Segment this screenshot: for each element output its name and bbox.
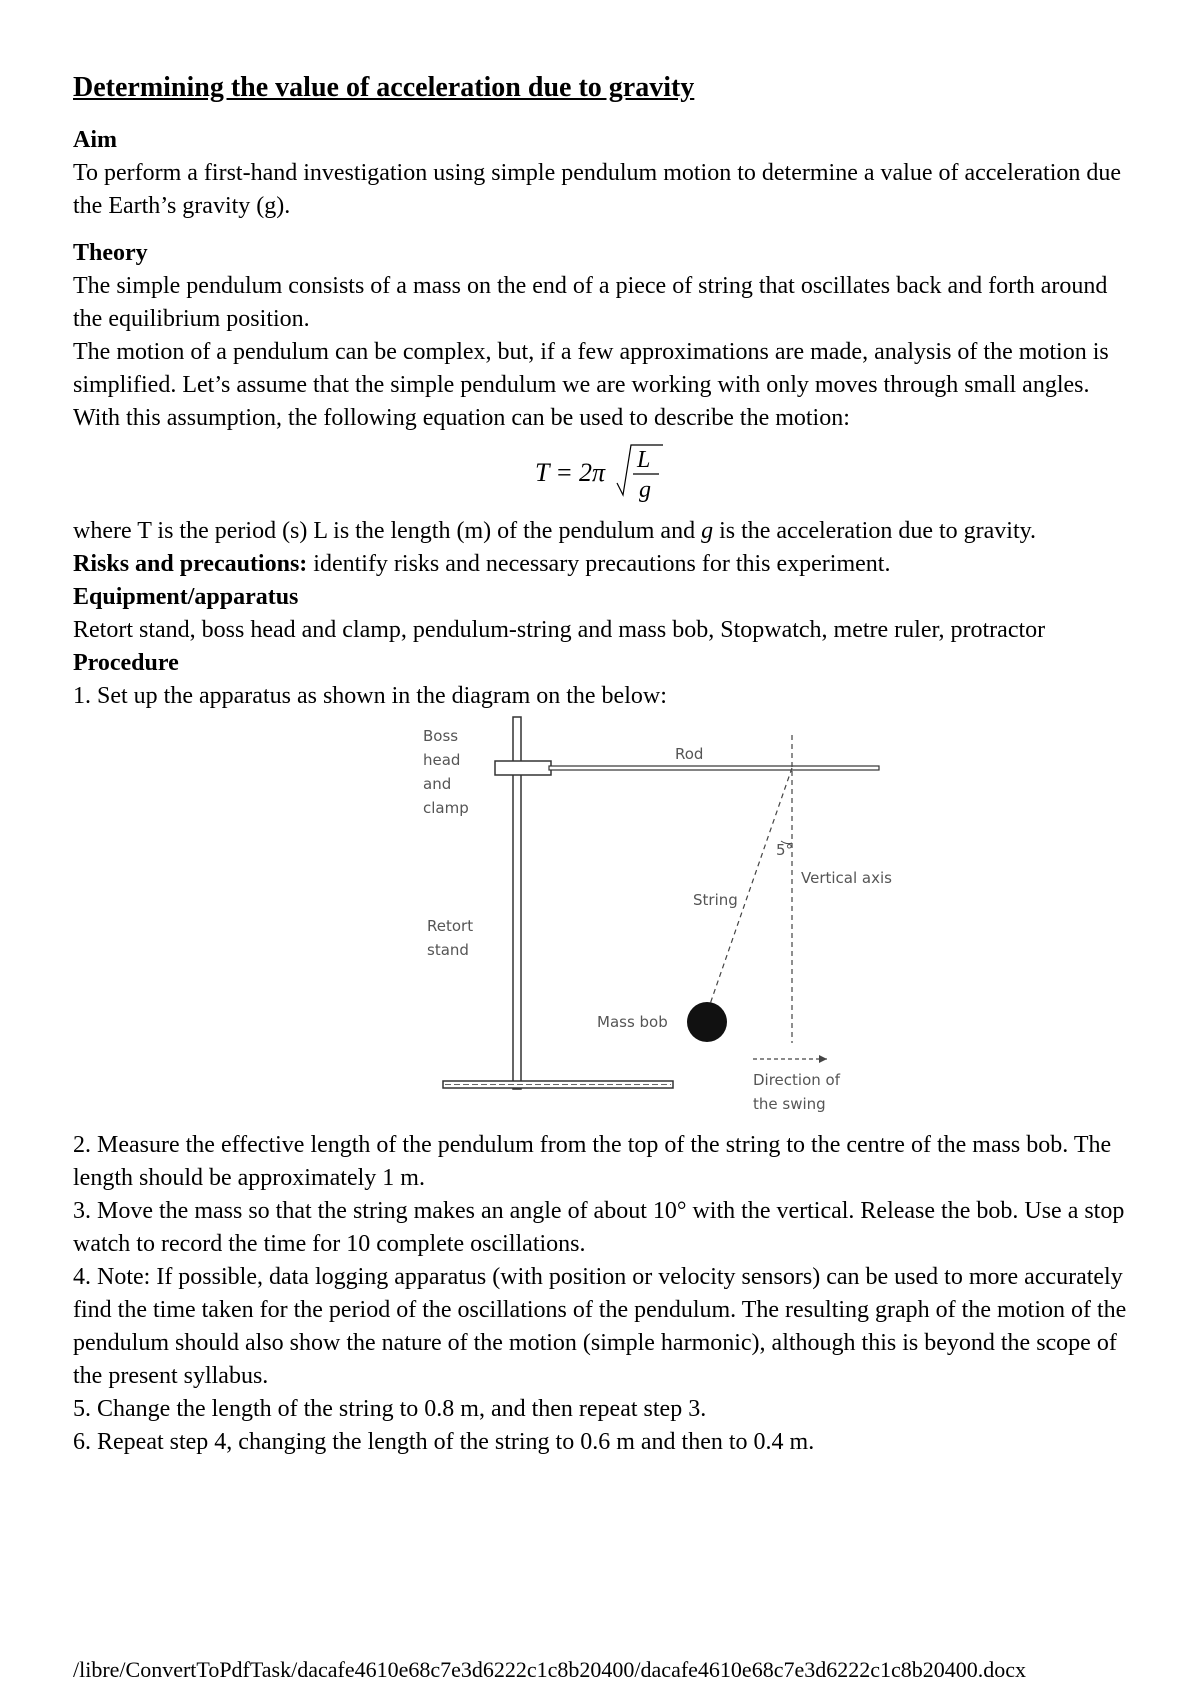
string-line: [709, 768, 792, 1007]
label-retort-2: stand: [427, 941, 469, 960]
label-direction-1: Direction of: [753, 1071, 840, 1090]
equation-equals: =: [557, 458, 572, 488]
procedure-step-4: 4. Note: If possible, data logging apparatus (with position or velocity sensors) can be used to more accurately find the time taken for the period of the oscillations of the pendulum. The resulting graph of the motion of the pendulum should also show the nature of the motion (simple harmonic), although this is beyond the scope of the present syllabus.: [73, 1264, 1127, 1390]
procedure-step-6: 6. Repeat step 4, changing the length of the string to 0.6 m and then to 0.4 m.: [73, 1429, 815, 1456]
procedure-step-1: 1. Set up the apparatus as shown in the diagram on the below:: [73, 683, 667, 710]
label-mass-bob: Mass bob: [597, 1013, 668, 1032]
pendulum-diagram: [73, 715, 1133, 1125]
rod: [549, 766, 879, 770]
risks-paragraph: [73, 548, 1133, 581]
equation-denominator: g: [639, 477, 651, 504]
label-direction-2: the swing: [753, 1095, 826, 1114]
aim-text: To perform a first-hand investigation using simple pendulum motion to determine a value of acceleration due the Earth’s gravity (g).: [73, 160, 1122, 220]
footer-path: /libre/ConvertToPdfTask/dacafe4610e68c7e3d6222c1c8b20400/dacafe4610e68c7e3d6222c1c8b20400.docx: [73, 1657, 1027, 1682]
mass-bob: [687, 1002, 727, 1042]
theory-paragraph-2: The motion of a pendulum can be complex, but, if a few approximations are made, analysis of the motion is simplified. Let’s assume that the simple pendulum we are working with only moves through small angles. With this assumption, the following equation can be used to describe the motion:: [73, 339, 1109, 432]
label-boss-4: clamp: [423, 799, 469, 818]
theory-paragraph-1: The simple pendulum consists of a mass on the end of a piece of string that oscillates back and forth around the equilibrium position.: [73, 273, 1108, 333]
procedure-step-2: 2. Measure the effective length of the pendulum from the top of the string to the centre of the mass bob. The length should be approximately 1 m.: [73, 1132, 1112, 1192]
document-page: [73, 70, 1133, 1459]
label-string: String: [693, 891, 738, 910]
label-retort-1: Retort: [427, 917, 474, 936]
boss-head-clamp: [495, 761, 551, 775]
procedure-step-5: 5. Change the length of the string to 0.8 m, and then repeat step 3.: [73, 1396, 707, 1423]
label-boss-3: and: [423, 775, 452, 794]
equipment-text: Retort stand, boss head and clamp, pendulum-string and mass bob, Stopwatch, metre ruler, protractor: [73, 617, 1046, 644]
theory-heading: Theory: [73, 240, 148, 267]
equation-lhs: T: [535, 458, 550, 488]
theory-where: where T is the period (s) L is the length (m) of the pendulum and g is the acceleration due to gravity.: [73, 518, 1037, 545]
label-boss-2: head: [423, 751, 461, 770]
risks-label: Risks and precautions:: [73, 551, 308, 578]
label-angle: 5°: [776, 841, 794, 860]
procedure-heading: Procedure: [73, 650, 179, 677]
aim-heading: Aim: [73, 127, 117, 154]
pendulum-equation: [73, 435, 1133, 515]
label-vertical-axis: Vertical axis: [801, 869, 892, 888]
where-g-var: g: [701, 518, 714, 545]
label-rod: Rod: [675, 745, 704, 764]
risks-text: identify risks and necessary precautions for this experiment.: [307, 551, 891, 578]
equipment-heading: Equipment/apparatus: [73, 584, 299, 611]
equation-numerator: L: [637, 447, 651, 474]
label-boss-1: Boss: [423, 727, 459, 746]
equation-coefficient: 2π: [579, 458, 606, 488]
document-title: Determining the value of acceleration due to gravity: [73, 72, 695, 103]
procedure-step-3: 3. Move the mass so that the string makes an angle of about 10° with the vertical. Release the bob. Use a stop watch to record the time for 10 complete oscillations.: [73, 1198, 1125, 1258]
